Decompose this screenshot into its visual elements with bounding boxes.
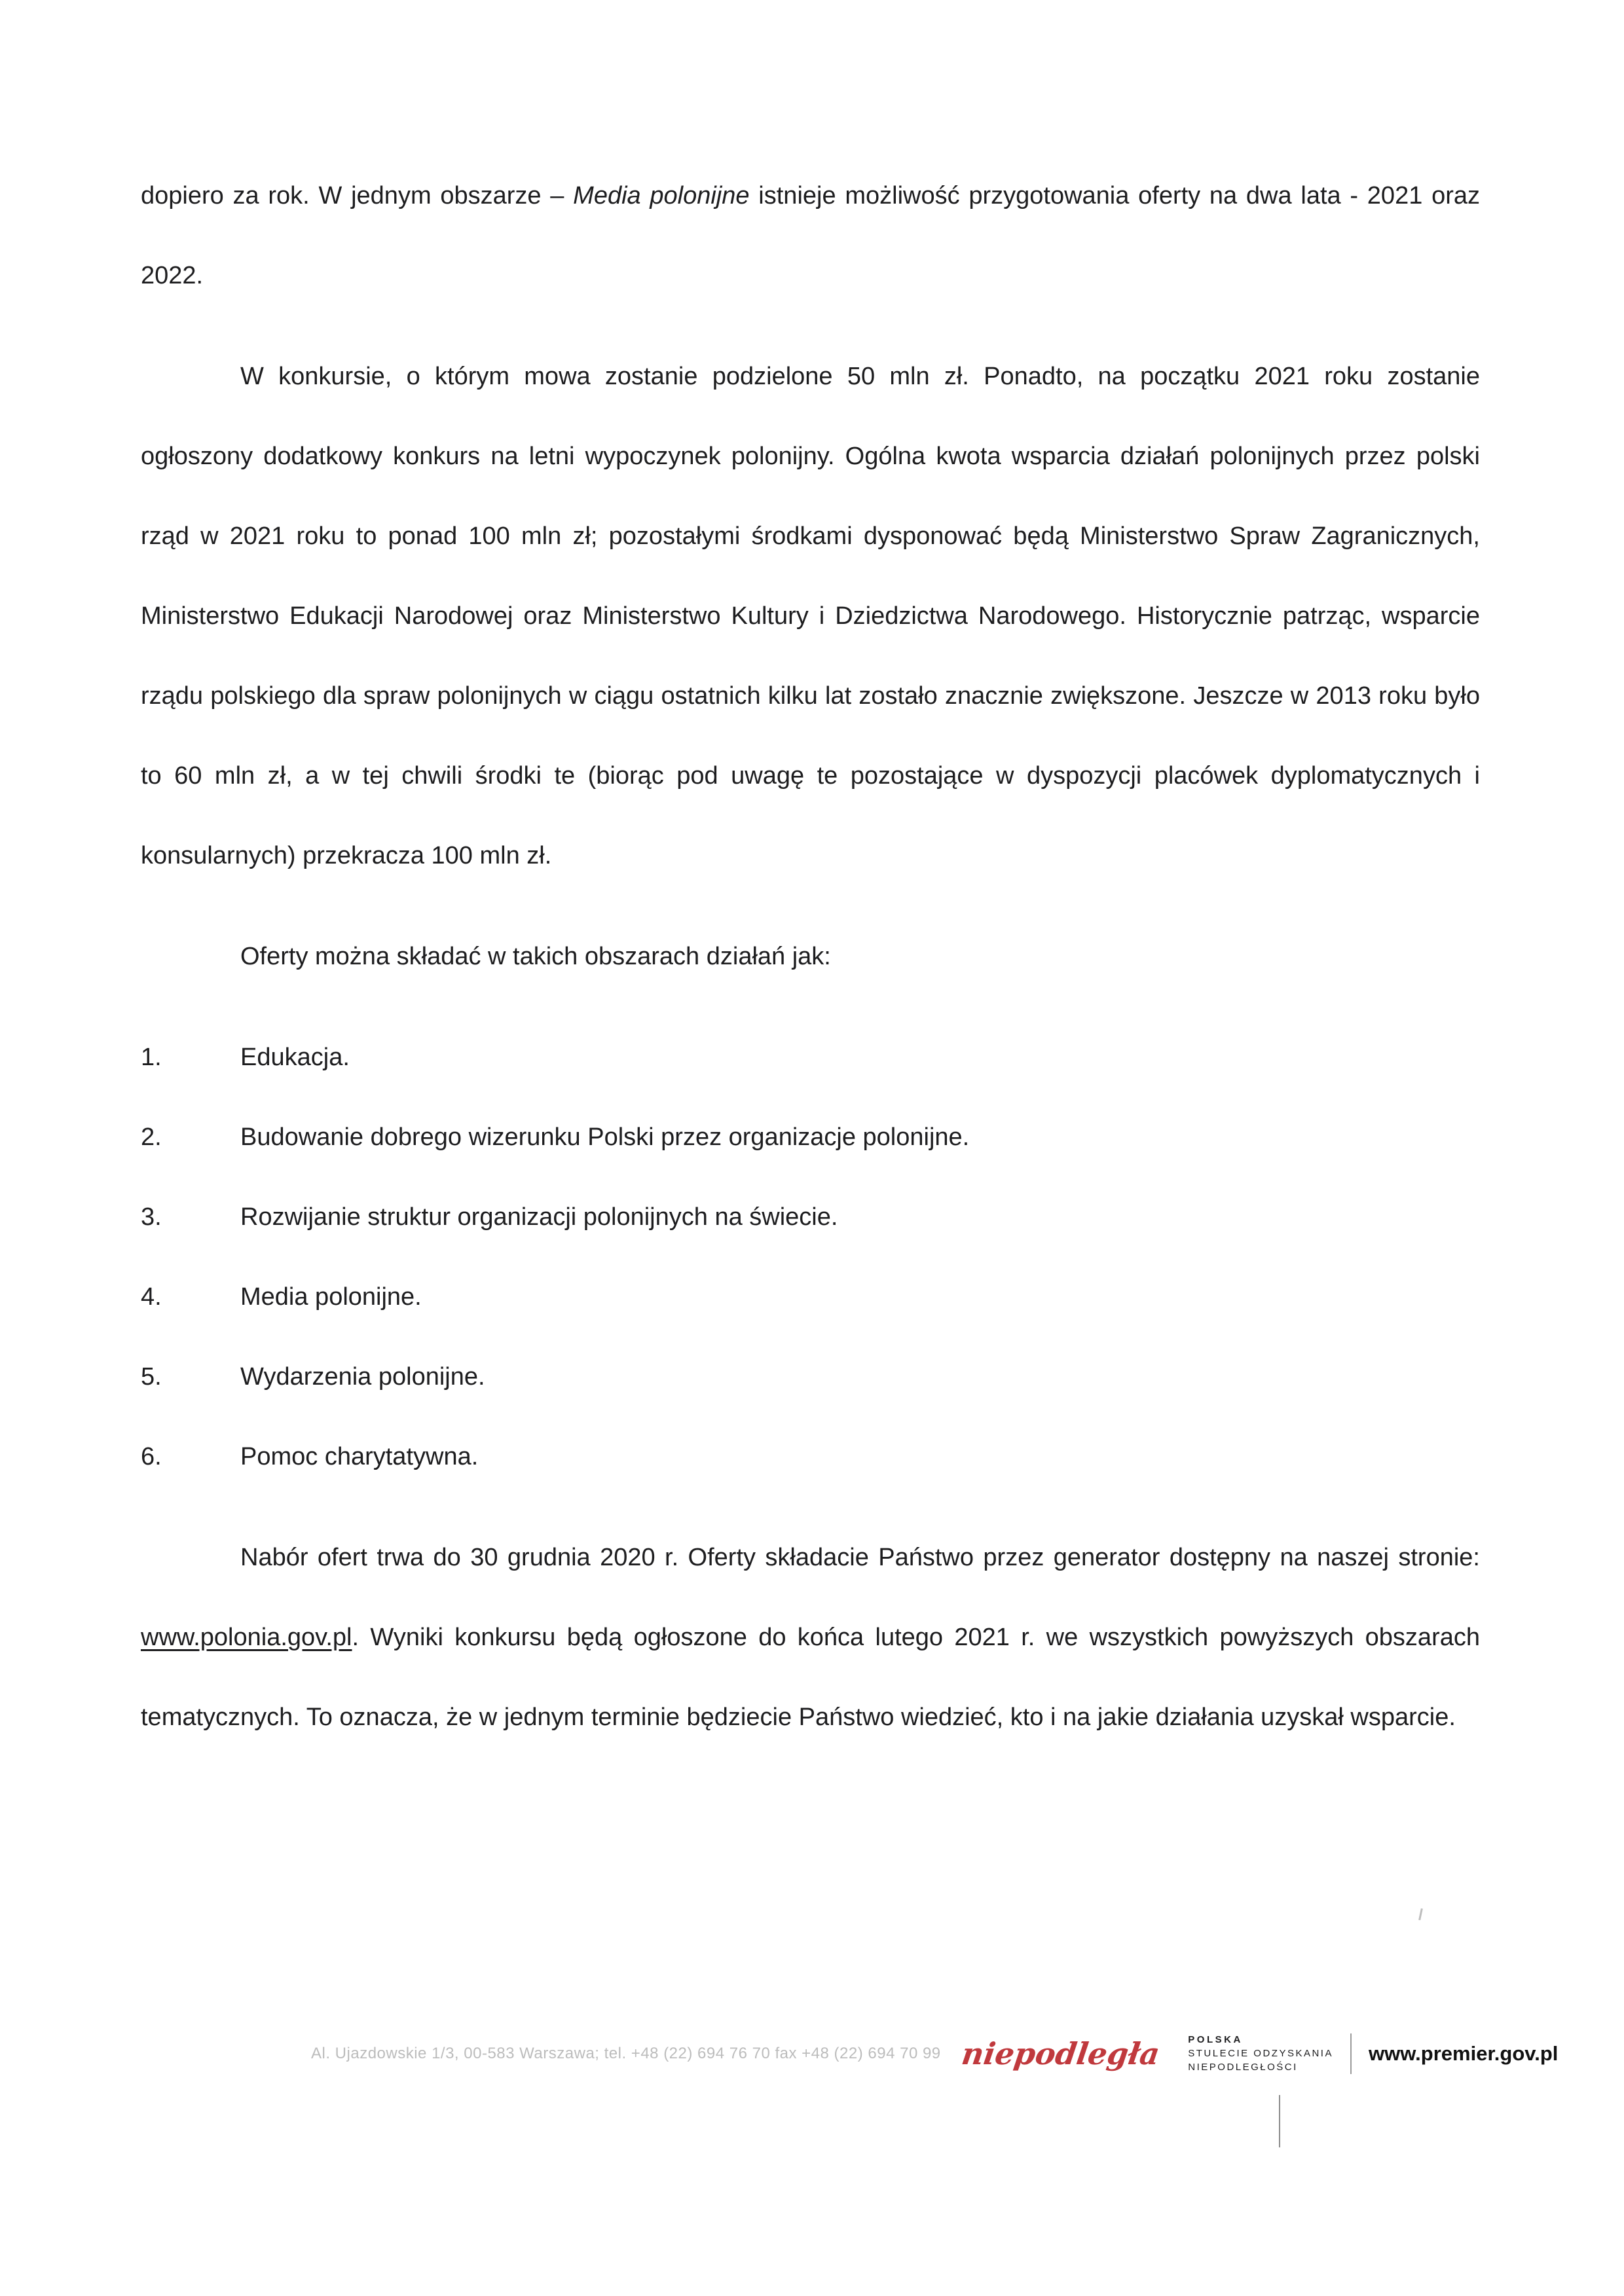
- logo-caption-line2: STULECIE ODZYSKANIA: [1188, 2048, 1333, 2059]
- list-item-number: 3.: [141, 1203, 162, 1231]
- polonia-gov-link[interactable]: www.polonia.gov.pl: [141, 1624, 352, 1651]
- footer-address: Al. Ujazdowskie 1/3, 00-583 Warszawa; tel. +48 (22) 694 76 70 fax +48 (22) 694 70 99: [311, 2044, 941, 2062]
- logo-caption-line3: NIEPODLEGŁOŚCI: [1188, 2062, 1298, 2073]
- list-item-text: Budowanie dobrego wizerunku Polski przez organizacje polonijne.: [240, 1123, 970, 1151]
- scan-artifact-mark: [1418, 1908, 1423, 1920]
- list-item: [141, 1337, 1480, 1417]
- list-item-number: 6.: [141, 1443, 162, 1470]
- list-item: [141, 1177, 1480, 1257]
- list-item-text: Rozwijanie struktur organizacji polonijnych na świecie.: [240, 1203, 838, 1231]
- paragraph-2: W konkursie, o którym mowa zostanie podzielone 50 mln zł. Ponadto, na początku 2021 roku zostanie ogłoszony dodatkowy konkurs na letni wypoczynek polonijny. Ogólna kwota wsparcia działań polonijnych przez polski rząd w 2021 roku to ponad 100 mln zł; pozostałymi środkami dysponować będą Ministerstwo Spraw Zagranicznych, Ministerstwo Edukacji Narodowej oraz Ministerstwo Kultury i Dziedzictwa Narodowego. Historycznie patrząc, wsparcie rządu polskiego dla spraw polonijnych w ciągu ostatnich kilku lat zostało znacznie zwiększone. Jeszcze w 2013 roku było to 60 mln zł, a w tej chwili środki te (biorąc pod uwagę te pozostające w dyspozycji placówek dyplomatycznych i konsularnych) przekracza 100 mln zł.: [141, 363, 1480, 869]
- list-item-text: Wydarzenia polonijne.: [240, 1363, 485, 1391]
- paragraph-4: [141, 1518, 1480, 1757]
- paragraph-4-text-post: . Wyniki konkursu będą ogłoszone do końca lutego 2021 r. we wszystkich powyższych obszarach tematycznych. To oznacza, że w jednym terminie będziecie Państwo wiedzieć, kto i na jakie działania uzyskał wsparcie.: [141, 1624, 1480, 1731]
- paragraph-1-italic-term: Media polonijne: [573, 182, 750, 210]
- document-body: [141, 156, 1480, 1778]
- list-item: [141, 1017, 1480, 1097]
- list-item: [141, 1417, 1480, 1497]
- list-item-number: 1.: [141, 1044, 162, 1071]
- paragraph-1-text-pre: dopiero za rok. W jednym obszarze –: [141, 182, 574, 210]
- paragraph-3-list-intro: Oferty można składać w takich obszarach działań jak:: [240, 943, 831, 970]
- niepodlegla-logo-caption: [1188, 2033, 1333, 2074]
- paragraph-1-text-post: istnieje możliwość przygotowania oferty na dwa lata - 2021 oraz 2022.: [141, 182, 1481, 289]
- logo-caption-line1: POLSKA: [1188, 2034, 1243, 2045]
- footer-divider: [1350, 2033, 1352, 2074]
- scan-artifact-line: [1279, 2095, 1280, 2147]
- page-footer: [311, 2033, 1558, 2074]
- niepodlegla-logo: niepodległa: [959, 2035, 1162, 2071]
- list-item-number: 4.: [141, 1283, 162, 1311]
- paragraph-4-text-pre: Nabór ofert trwa do 30 grudnia 2020 r. Oferty składacie Państwo przez generator dostępny na naszej stronie:: [240, 1544, 1480, 1571]
- offer-areas-list: [141, 1017, 1480, 1497]
- list-item-number: 2.: [141, 1123, 162, 1151]
- premier-gov-url: www.premier.gov.pl: [1368, 2041, 1559, 2065]
- list-item: [141, 1097, 1480, 1177]
- list-item-text: Media polonijne.: [240, 1283, 422, 1311]
- list-item: [141, 1257, 1480, 1337]
- list-item-text: Edukacja.: [240, 1044, 350, 1071]
- paragraph-1: [141, 156, 1480, 316]
- list-item-text: Pomoc charytatywna.: [240, 1443, 479, 1470]
- list-item-number: 5.: [141, 1363, 162, 1391]
